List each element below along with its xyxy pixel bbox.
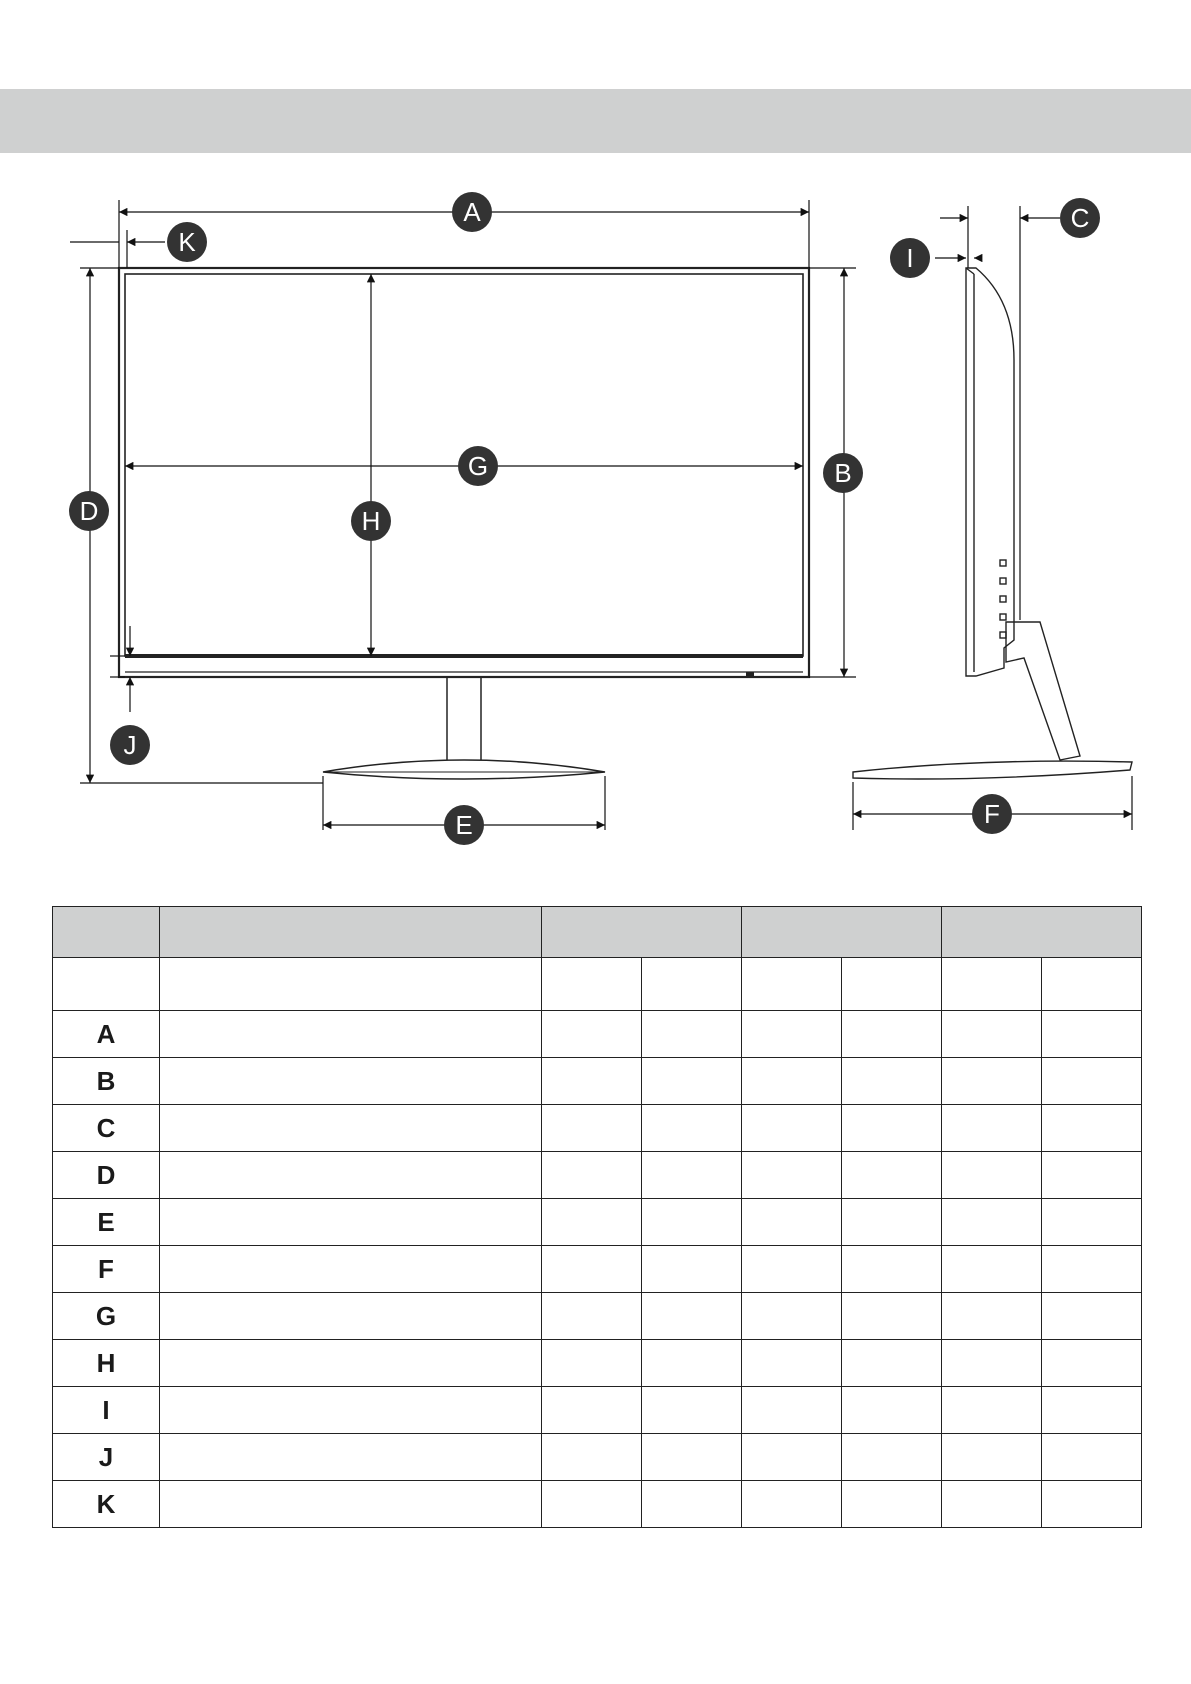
row-value-cell [542, 1293, 642, 1340]
row-value-cell [642, 1058, 742, 1105]
svg-text:J: J [123, 730, 137, 760]
table-row [53, 1293, 1142, 1340]
row-letter: K [53, 1481, 160, 1528]
marker-g [458, 446, 498, 486]
row-value-cell [642, 1340, 742, 1387]
row-value-cell [842, 1199, 942, 1246]
row-value-cell [642, 1152, 742, 1199]
row-value-cell [742, 1105, 842, 1152]
row-description-cell [160, 1387, 542, 1434]
row-description-cell [160, 1105, 542, 1152]
row-value-cell [1042, 1481, 1142, 1528]
row-value-cell [942, 1293, 1042, 1340]
row-value-cell [942, 1434, 1042, 1481]
row-value-cell [742, 1481, 842, 1528]
row-value-cell [742, 1011, 842, 1058]
subheader-cell [942, 958, 1042, 1011]
row-value-cell [742, 1152, 842, 1199]
row-value-cell [742, 1387, 842, 1434]
marker-j [110, 725, 150, 765]
row-value-cell [1042, 1387, 1142, 1434]
row-value-cell [542, 1152, 642, 1199]
marker-e [444, 805, 484, 845]
row-value-cell [542, 1340, 642, 1387]
header-cell [742, 907, 942, 958]
row-value-cell [842, 1481, 942, 1528]
row-value-cell [1042, 1340, 1142, 1387]
row-value-cell [1042, 1152, 1142, 1199]
row-description-cell [160, 1481, 542, 1528]
row-value-cell [542, 1011, 642, 1058]
marker-d [69, 491, 109, 531]
marker-h [351, 501, 391, 541]
row-value-cell [542, 1387, 642, 1434]
row-value-cell [642, 1199, 742, 1246]
row-value-cell [742, 1340, 842, 1387]
row-value-cell [642, 1434, 742, 1481]
row-letter: J [53, 1434, 160, 1481]
row-value-cell [942, 1058, 1042, 1105]
row-value-cell [542, 1246, 642, 1293]
row-value-cell [842, 1105, 942, 1152]
row-value-cell [942, 1481, 1042, 1528]
row-value-cell [742, 1058, 842, 1105]
row-value-cell [642, 1387, 742, 1434]
table-row [53, 1011, 1142, 1058]
dimension-markers [69, 192, 1100, 845]
marker-a [452, 192, 492, 232]
row-description-cell [160, 1011, 542, 1058]
row-value-cell [542, 1199, 642, 1246]
row-value-cell [1042, 1105, 1142, 1152]
svg-text:D: D [79, 496, 99, 526]
row-value-cell [1042, 1293, 1142, 1340]
marker-f [972, 794, 1012, 834]
svg-text:C: C [1070, 203, 1090, 233]
row-description-cell [160, 1340, 542, 1387]
row-value-cell [942, 1105, 1042, 1152]
row-letter: A [53, 1011, 160, 1058]
header-cell [53, 907, 160, 958]
row-letter: C [53, 1105, 160, 1152]
row-value-cell [942, 1340, 1042, 1387]
header-band [0, 89, 1191, 153]
row-value-cell [542, 1058, 642, 1105]
table-row [53, 1340, 1142, 1387]
row-value-cell [942, 1199, 1042, 1246]
row-value-cell [642, 1246, 742, 1293]
table-row [53, 1105, 1142, 1152]
row-value-cell [842, 1152, 942, 1199]
monitor-front-view [119, 268, 809, 779]
row-value-cell [842, 1058, 942, 1105]
row-description-cell [160, 1152, 542, 1199]
table-row [53, 1481, 1142, 1528]
marker-i [890, 238, 930, 278]
row-value-cell [842, 1011, 942, 1058]
row-description-cell [160, 1199, 542, 1246]
svg-text:E: E [455, 810, 473, 840]
row-letter: H [53, 1340, 160, 1387]
row-value-cell [542, 1434, 642, 1481]
row-value-cell [1042, 1434, 1142, 1481]
row-value-cell [642, 1293, 742, 1340]
front-dimension-lines [70, 200, 856, 830]
svg-text:K: K [178, 227, 196, 257]
row-value-cell [742, 1246, 842, 1293]
row-value-cell [1042, 1199, 1142, 1246]
row-description-cell [160, 1434, 542, 1481]
table-row [53, 1246, 1142, 1293]
row-value-cell [842, 1340, 942, 1387]
row-letter: F [53, 1246, 160, 1293]
row-value-cell [942, 1011, 1042, 1058]
subheader-cell [542, 958, 642, 1011]
row-value-cell [942, 1152, 1042, 1199]
row-description-cell [160, 1246, 542, 1293]
marker-b [823, 453, 863, 493]
header-cell [160, 907, 542, 958]
marker-c [1060, 198, 1100, 238]
svg-text:H: H [361, 506, 381, 536]
dimension-diagram [0, 160, 1191, 860]
row-value-cell [642, 1105, 742, 1152]
row-value-cell [742, 1293, 842, 1340]
dimensions-table [52, 906, 1142, 1528]
svg-text:F: F [984, 799, 1000, 829]
table-row [53, 1434, 1142, 1481]
table-row [53, 1199, 1142, 1246]
row-letter: G [53, 1293, 160, 1340]
row-value-cell [542, 1105, 642, 1152]
table-row [53, 1387, 1142, 1434]
row-value-cell [942, 1387, 1042, 1434]
row-value-cell [842, 1293, 942, 1340]
row-value-cell [842, 1434, 942, 1481]
table-subheader-row [53, 958, 1142, 1011]
row-value-cell [942, 1246, 1042, 1293]
table-header-row [53, 907, 1142, 958]
row-value-cell [1042, 1058, 1142, 1105]
subheader-cell [742, 958, 842, 1011]
subheader-cell [1042, 958, 1142, 1011]
table-row [53, 1058, 1142, 1105]
row-description-cell [160, 1293, 542, 1340]
subheader-cell [160, 958, 542, 1011]
row-value-cell [542, 1481, 642, 1528]
row-letter: D [53, 1152, 160, 1199]
subheader-cell [642, 958, 742, 1011]
header-cell [942, 907, 1142, 958]
row-value-cell [1042, 1011, 1142, 1058]
row-value-cell [742, 1434, 842, 1481]
row-letter: E [53, 1199, 160, 1246]
row-value-cell [842, 1387, 942, 1434]
subheader-cell [842, 958, 942, 1011]
marker-k [167, 222, 207, 262]
header-cell [542, 907, 742, 958]
side-dimension-lines [853, 206, 1132, 830]
svg-text:I: I [906, 243, 914, 273]
svg-text:B: B [834, 458, 852, 488]
row-letter: I [53, 1387, 160, 1434]
table-row [53, 1152, 1142, 1199]
row-letter: B [53, 1058, 160, 1105]
row-value-cell [642, 1011, 742, 1058]
svg-text:G: G [467, 451, 489, 481]
svg-text:A: A [463, 197, 481, 227]
subheader-cell [53, 958, 160, 1011]
row-value-cell [642, 1481, 742, 1528]
row-value-cell [742, 1199, 842, 1246]
row-value-cell [1042, 1246, 1142, 1293]
row-description-cell [160, 1058, 542, 1105]
row-value-cell [842, 1246, 942, 1293]
monitor-side-view [853, 268, 1132, 779]
